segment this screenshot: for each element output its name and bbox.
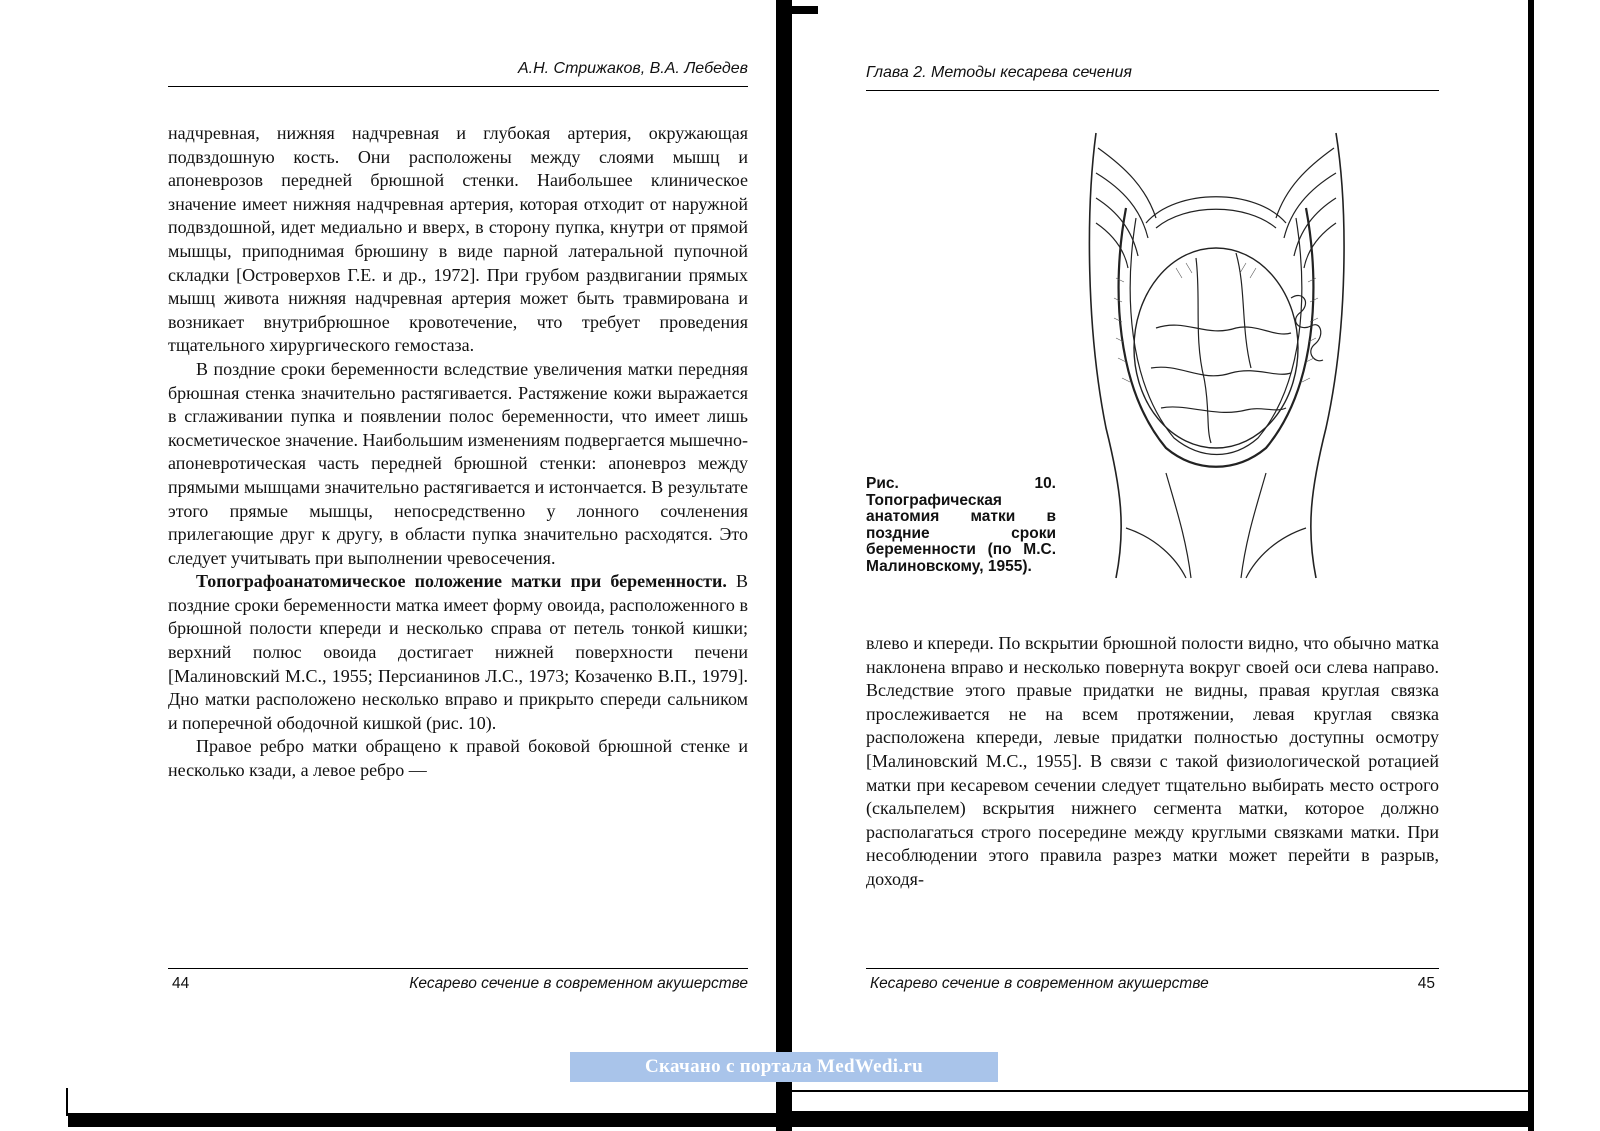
left-page-body <box>168 122 748 783</box>
section-paragraph <box>168 570 748 735</box>
page-edge-left-corner <box>66 1088 68 1116</box>
page-edge-right <box>1528 0 1534 1131</box>
watermark-banner: Скачано с портала MedWedi.ru <box>570 1052 998 1082</box>
running-head-chapter: Глава 2. Методы кесарева сечения <box>866 64 1439 91</box>
book-spine <box>776 0 792 1131</box>
section-heading: Топографоанатомическое положение матки при беременности. <box>196 571 727 592</box>
anatomy-illustration <box>1086 128 1346 583</box>
figure-uterus-anatomy <box>1086 128 1346 583</box>
footer-book-title: Кесарево сечение в современном акушерстве <box>409 975 748 992</box>
section-text: В поздние сроки беременности матка имеет форму овоида, расположенного в брюшной полости кпереди и несколько справа от петель тонкой кишки; верхний полюс овоида достигает нижней поверхности печени [Малиновский М.С., 1955; Персианинов Л.С., 1973; Козаченко В.П., 1979]. Дно матки расположено несколько вправо и прикрыто спереди сальником и поперечной ободочной кишкой (рис. 10). <box>168 571 748 733</box>
page-number: 44 <box>172 975 190 992</box>
paragraph: В поздние сроки беременности вследствие увеличения матки передняя брюшная стенка значительно растягивается. Растяжение кожи выражается в сглаживании пупка и появлении полос беременности, что имеет лишь косметическое значение. Наибольшим изменениям подвергается мышечно-апоневротическая часть передней брюшной стенки: апоневроз между прямыми мышцами значительно растягивается и истончается. В результате этого прямые мышцы, непосредственно у лонного сочленения прилегающие друг к другу, в области пупка значительно расходятся. Это следует учитывать при выполнении чревосечения. <box>168 358 748 568</box>
page-number: 45 <box>1417 975 1435 992</box>
right-page-body <box>866 632 1439 892</box>
paragraph: надчревная, нижняя надчревная и глубокая артерия, окружающая подвздошную кость. Они расположены между слоями мышц и апоневрозов передней брюшной стенки. Наибольшее клиническое значение имеет нижняя надчревная артерия, которая отходит от наружной подвздошной, идет медиально и вверх, в сторону пупка, кнутри от прямой мышцы, приподнимая брюшину в виде парной латеральной пупочной складки [Островерхов Г.Е. и др., 1972]. При грубом раздвигании прямых мышц живота нижняя надчревная артерия может быть травмирована и возникает внутрибрюшное кровотечение, что требует проведения тщательного хирургического гемостаза. <box>168 123 748 356</box>
paragraph: влево и кпереди. По вскрытии брюшной полости видно, что обычно матка наклонена вправо и несколько повернута вокруг своей оси слева направо. Вследствие этого правые придатки не видны, правая круглая связка прослеживается не на всем протяжении, левая круглая связка расположена кпереди, левые придатки полностью доступны осмотру [Малиновский М.С., 1955]. В связи с такой физиологической ротацией матки при кесаревом сечении следует тщательно выбирать место острого (скальпелем) вскрытия нижнего сегмента матки, которое должно располагаться строго посередине между круглыми связками матки. При несоблюдении этого правила разрез матки может перейти в разрыв, доходя- <box>866 633 1439 889</box>
footer-book-title: Кесарево сечение в современном акушерстве <box>870 975 1209 992</box>
right-footer <box>866 968 1439 992</box>
left-footer <box>168 968 748 992</box>
figure-caption: Рис. 10. Топографическая анатомия матки в поздние сроки беременности (по М.С. Малиновскому, 1955). <box>866 475 1056 575</box>
right-page <box>866 0 1439 1131</box>
running-head-authors: А.Н. Стрижаков, В.А. Лебедев <box>168 60 748 87</box>
spine-cap <box>776 6 818 14</box>
left-page <box>168 0 748 1131</box>
paragraph: Правое ребро матки обращено к правой боковой брюшной стенке и несколько кзади, а левое ребро — <box>168 736 748 781</box>
